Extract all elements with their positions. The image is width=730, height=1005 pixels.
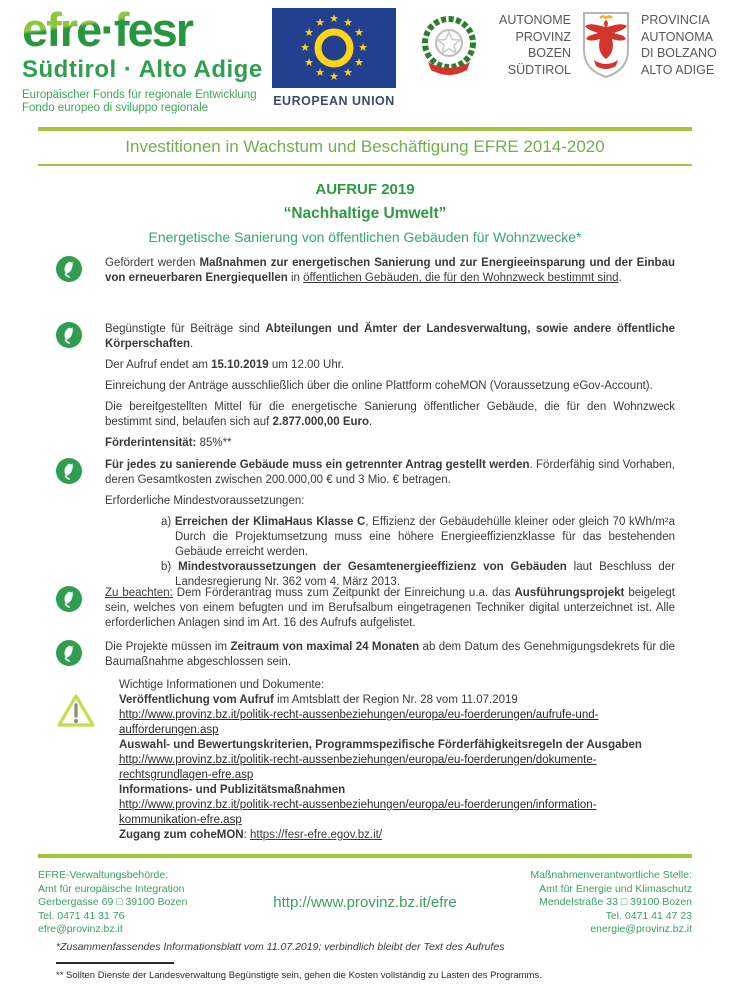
paragraph: Gefördert werden Maßnahmen zur energetischen Sanierung und zur Energieeinsparung und der Einbau von erneuerbaren Energiequellen in öffentlichen Gebäuden, die für den Wohnzweck bestimmt sind. [105,257,675,284]
paragraph: Der Aufruf endet am 15.10.2019 um 12.00 Uhr. [105,359,345,371]
inline-link[interactable]: https://fesr-efre.egov.bz.it/ [249,829,383,841]
footer-email-energie: energie@provinz.bz.it [590,923,692,935]
paragraph: Einreichung der Anträge ausschließlich über die online Plattform coheMON (Voraussetzung eGov-Account). [105,380,653,392]
svg-text:★: ★ [304,26,314,39]
program-banner [38,127,692,166]
warning-triangle-icon [56,678,96,843]
footer-email-efre: efre@provinz.bz.it [38,923,123,935]
svg-text:★: ★ [354,56,364,69]
list-item-b: b) Mindestvoraussetzungen der Gesamtenergieeffizienz von Gebäuden laut Beschluss der Landesregierung Nr. 362 vom 4. März 2013. [161,561,675,588]
footer-managing-authority: EFRE-Verwaltungsbehörde: Amt für europäische Integration Gerbergasse 69 □ 39100 Bozen Tel. 0471 41 31 76 efre@provinz.bz.it [38,869,250,937]
logo-tagline-it: Fondo europeo di sviluppo regionale [22,102,209,114]
province-name-it: PROVINCIA AUTONOMA DI BOLZANO ALTO ADIGE [641,13,717,77]
info-intro: Wichtige Informationen und Dokumente: [119,679,325,691]
section-important-info [56,678,676,843]
section-note [56,586,676,631]
call-subtitle: Energetische Sanierung von öffentlichen Gebäuden für Wohnzwecke* [148,229,582,245]
eu-label: EUROPEAN UNION [273,94,395,108]
leaf-badge-icon [56,322,82,451]
footer-responsible-office: Maßnahmenverantwortliche Stelle: Amt für Energie und Klimaschutz Mendelstraße 33 □ 39100 Bozen Tel. 0471 41 47 23 energie@provinz.bz.it [480,869,692,937]
call-name: “Nachhaltige Umwelt” [283,205,447,222]
eu-flag-block [272,8,396,108]
paragraph: Erforderliche Mindestvoraussetzungen: [105,495,305,507]
link-aufrufe-aufforderungen[interactable]: http://www.provinz.bz.it/politik-recht-aussenbeziehungen/europa/eu-foerderungen/aufrufe-und-aufforderungen.asp [119,709,599,736]
leaf-badge-icon [56,458,82,590]
footnote-summary: *Zusammenfassendes Informationsblatt vom 11.07.2019; verbindlich bleibt der Text des Aufrufes [56,941,505,953]
footer-website-url[interactable]: http://www.provinz.bz.it/efre [273,894,457,912]
svg-text:★: ★ [343,66,353,79]
info-heading-criteria: Auswahl- und Bewertungskriterien, Programmspezifische Förderfähigkeitsregeln der Ausgaben [119,739,642,751]
svg-text:★: ★ [354,26,364,39]
paragraph: Die bereitgestellten Mittel für die energetische Sanierung öffentlicher Gebäude, die für den Wohnzweck bestimmt sind, belaufen sich auf 2.877.000,00 Euro. [105,401,675,428]
logo-region-line: Südtirol · Alto Adige [22,56,263,83]
paragraph: Förderintensität: 85%** [105,437,232,449]
svg-text:★: ★ [329,70,339,83]
info-cohemon-access: Zugang zum coheMON: https://fesr-efre.egov.bz.it/ [119,829,383,841]
link-information-kommunikation[interactable]: http://www.provinz.bz.it/politik-recht-aussenbeziehungen/europa/eu-foerderungen/information-kommunikation-efre.asp [119,799,597,826]
eu-flag-icon [272,8,396,88]
contact-footer [38,854,692,937]
efre-fesr-logo [22,3,263,115]
list-item-a: a) Erreichen der KlimaHaus Klasse C, Effizienz der Gebäudehülle kleiner oder gleich 70 kWh/m²a Durch die Projektumsetzung muss eine höhere Energieeffizienzklasse für das bestehenden Gebäude erreicht werden. [161,516,676,558]
logo-tagline-de: Europäischer Fonds für regionale Entwicklung [22,89,257,101]
section-funding-scope [56,256,676,287]
call-title: AUFRUF 2019 [315,181,415,198]
paragraph: Zu beachten: Dem Förderantrag muss zum Zeitpunkt der Einreichung u.a. das Ausführungsprojekt beigelegt sein, welches von einem befugten und im Berufsalbum eingetragenen Techniker digital unterzeichnet ist. Alle erforderlichen Anlagen sind im Art. 16 des Aufrufs aufgelistet. [105,587,675,629]
paragraph: Die Projekte müssen im Zeitraum von maximal 24 Monaten ab dem Datum des Genehmigungsdekrets für die Baumaßnahme abgeschlossen sein. [105,641,676,668]
program-banner-text: Investitionen in Wachstum und Beschäftigung EFRE 2014-2020 [125,137,605,156]
leaf-badge-icon [56,586,82,631]
svg-text:★: ★ [304,56,314,69]
title-block [0,181,730,245]
leaf-badge-icon [56,640,82,671]
info-heading-publication: Veröffentlichung vom Aufruf im Amtsblatt der Region Nr. 28 vom 11.07.2019 [119,694,518,706]
svg-text:★: ★ [358,41,368,54]
requirements-list [105,515,675,590]
svg-text:★: ★ [343,16,353,29]
footnote-costs: ** Sollten Dienste der Landesverwaltung Begünstigte sein, gehen die Kosten vollständig zu Lasten des Programms. [56,970,542,981]
italy-emblem-icon [418,10,480,80]
paragraph: Für jedes zu sanierende Gebäude muss ein getrennter Antrag gestellt werden. Förderfähig sind Vorhaben, deren Gesamtkosten zwischen 200.000,00 € und 3 Mio. € betragen. [105,459,676,486]
footnote-divider [56,962,174,964]
link-dokumente-rechtsgrundlagen[interactable]: http://www.provinz.bz.it/politik-recht-aussenbeziehungen/europa/eu-foerderungen/dokumente-rechtsgrundlagen-efre.asp [119,754,597,781]
efre-fesr-wordmark: efre·fesr [22,6,263,53]
svg-text:★: ★ [300,41,310,54]
paragraph: Begünstigte für Beiträge sind Abteilungen und Ämter der Landesverwaltung, sowie andere öffentliche Körperschaften. [105,323,676,350]
svg-text:★: ★ [329,12,339,25]
leaf-badge-icon [56,256,82,287]
tyrol-eagle-shield-icon [580,10,632,80]
section-duration [56,640,676,671]
info-heading-publicity: Informations- und Publizitätsmaßnahmen [119,784,346,796]
svg-text:★: ★ [315,16,325,29]
section-beneficiaries [56,322,676,451]
province-name-de: AUTONOME PROVINZ BOZEN SÜDTIROL [499,13,571,77]
province-header [418,10,730,80]
section-requirements [56,458,676,590]
svg-text:★: ★ [315,66,325,79]
